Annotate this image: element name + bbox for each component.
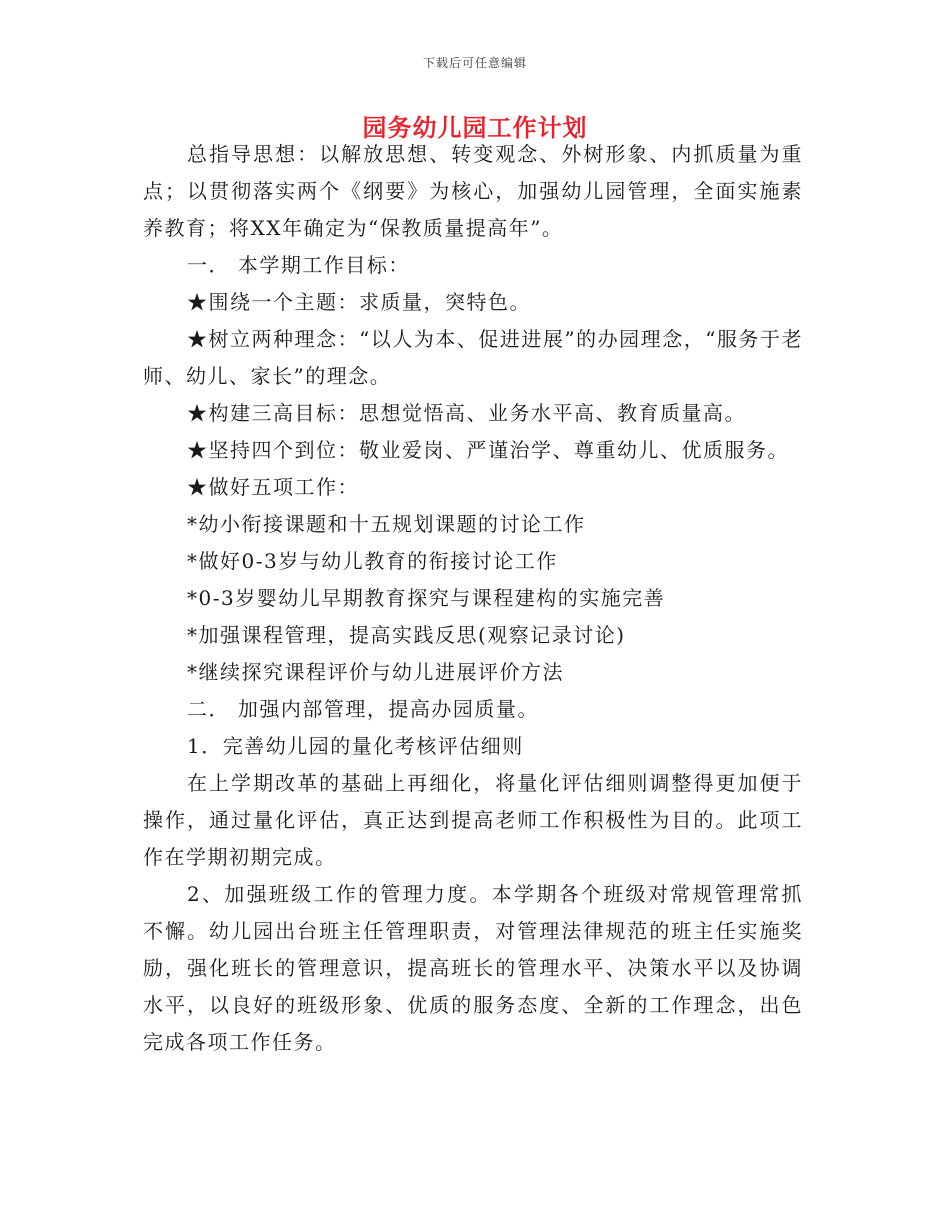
document-title: 园务幼儿园工作计划: [362, 113, 588, 142]
paragraph-body: 2、加强班级工作的管理力度。本学期各个班级对常规管理常抓不懈。幼儿园出台班主任管理职责，对管理法律规范的班主任实施奖励，强化班长的管理意识，提高班长的管理水平、决策水平以及协调水平，以良好的班级形象、优质的服务态度、全新的工作理念，出色完成各项工作任务。: [143, 882, 803, 1054]
paragraph-guiding-thought: 总指导思想：以解放思想、转变观念、外树形象、内抓质量为重点；以贯彻落实两个《纲要》为核心，加强幼儿园管理，全面实施素养教育；将XX年确定为“保教质量提高年”。: [143, 142, 803, 240]
work-item: *做好0-3岁与幼儿教育的衔接讨论工作: [187, 549, 558, 573]
goal-item: ★树立两种理念：“以人为本、促进进展”的办园理念，“服务于老师、幼儿、家长”的理念。: [143, 327, 803, 388]
subsection-heading: 1．完善幼儿园的量化考核评估细则: [187, 734, 524, 758]
work-item: *继续探究课程评价与幼儿进展评价方法: [187, 660, 564, 684]
goal-item: ★构建三高目标：思想觉悟高、业务水平高、教育质量高。: [187, 401, 746, 425]
work-item: *幼小衔接课题和十五规划课题的讨论工作: [187, 512, 586, 536]
header-note: 下载后可任意编辑: [422, 56, 527, 70]
section-heading-management: 二． 加强内部管理，提高办园质量。: [187, 697, 539, 721]
document-body: [143, 136, 803, 1061]
goal-item: ★坚持四个到位：敬业爱岗、严谨治学、尊重幼儿、优质服务。: [187, 438, 789, 462]
goal-item: ★做好五项工作：: [187, 475, 359, 499]
goal-item: ★围绕一个主题：求质量，突特色。: [187, 290, 531, 314]
work-item: *0-3岁婴幼儿早期教育探究与课程建构的实施完善: [187, 586, 666, 610]
paragraph-body: 在上学期改革的基础上再细化，将量化评估细则调整得更加便于操作，通过量化评估，真正达到提高老师工作积极性为目的。此项工作在学期初期完成。: [143, 771, 803, 869]
section-heading-goals: 一． 本学期工作目标：: [187, 253, 410, 277]
work-item: *加强课程管理，提高实践反思(观察记录讨论): [187, 623, 626, 647]
